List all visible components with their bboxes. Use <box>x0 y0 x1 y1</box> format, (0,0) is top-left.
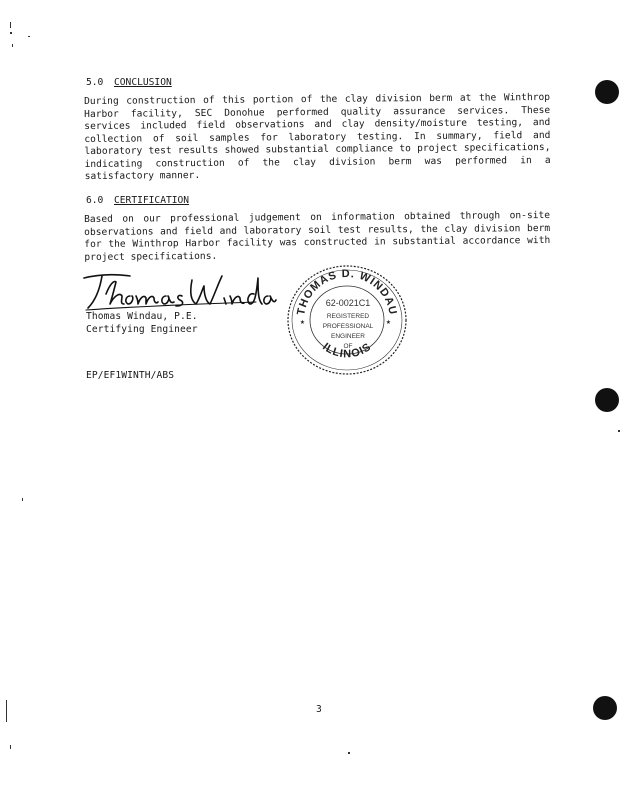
document-reference: EP/EF1WINTH/ABS <box>86 370 175 381</box>
punch-hole-middle <box>595 388 619 412</box>
scan-speck <box>618 430 620 432</box>
scan-speck <box>10 22 11 28</box>
seal-line-professional: PROFESSIONAL <box>322 323 374 330</box>
seal-top-text: THOMAS D. WINDAU <box>295 267 399 317</box>
scan-speck <box>348 752 350 754</box>
punch-hole-top <box>595 80 619 104</box>
professional-engineer-seal <box>282 258 412 378</box>
seal-line-of: OF <box>343 343 353 350</box>
section-heading-conclusion <box>86 77 172 88</box>
scan-speck <box>10 745 11 749</box>
scan-speck <box>22 498 23 501</box>
scan-speck <box>12 44 13 47</box>
signer-name: Thomas Windau, P.E. <box>86 311 198 322</box>
section-number: 6.0 <box>86 195 104 206</box>
section-heading-certification <box>86 195 189 206</box>
signer-role: Certifying Engineer <box>86 324 198 335</box>
certification-paragraph: Based on our professional judgement on information obtained through on-site observations and field and laboratory soil test results, the clay division berm for the Winthrop Harbor facility was constructed in substantial accordance with project specifications. <box>84 209 551 263</box>
page-number: 3 <box>316 704 322 715</box>
section-number: 5.0 <box>86 77 104 88</box>
section-title: CERTIFICATION <box>114 195 190 206</box>
handwritten-signature <box>80 270 280 314</box>
seal-star-right: ★ <box>386 317 391 326</box>
seal-line-engineer: ENGINEER <box>331 333 365 340</box>
seal-license-number: 62-0021C1 <box>325 298 371 308</box>
scan-speck <box>10 32 12 34</box>
seal-star-left: ★ <box>300 317 305 326</box>
seal-line-registered: REGISTERED <box>326 313 370 320</box>
scan-speck <box>6 700 7 722</box>
punch-hole-bottom <box>593 696 617 720</box>
scan-speck <box>28 36 30 37</box>
seal-bottom-text: ILLINOIS <box>320 340 374 361</box>
section-title: CONCLUSION <box>114 77 172 88</box>
conclusion-paragraph: During construction of this portion of the clay division berm at the Winthrop Harbor facility, SEC Donohue performed quality assurance services. These services included field observations and clay density/moisture testing, and collection of soil samples for laboratory testing. In summary, field and laboratory test results showed substantial compliance to project specifications, indicating construction of the clay division berm was performed in a satisfactory manner. <box>84 91 551 182</box>
